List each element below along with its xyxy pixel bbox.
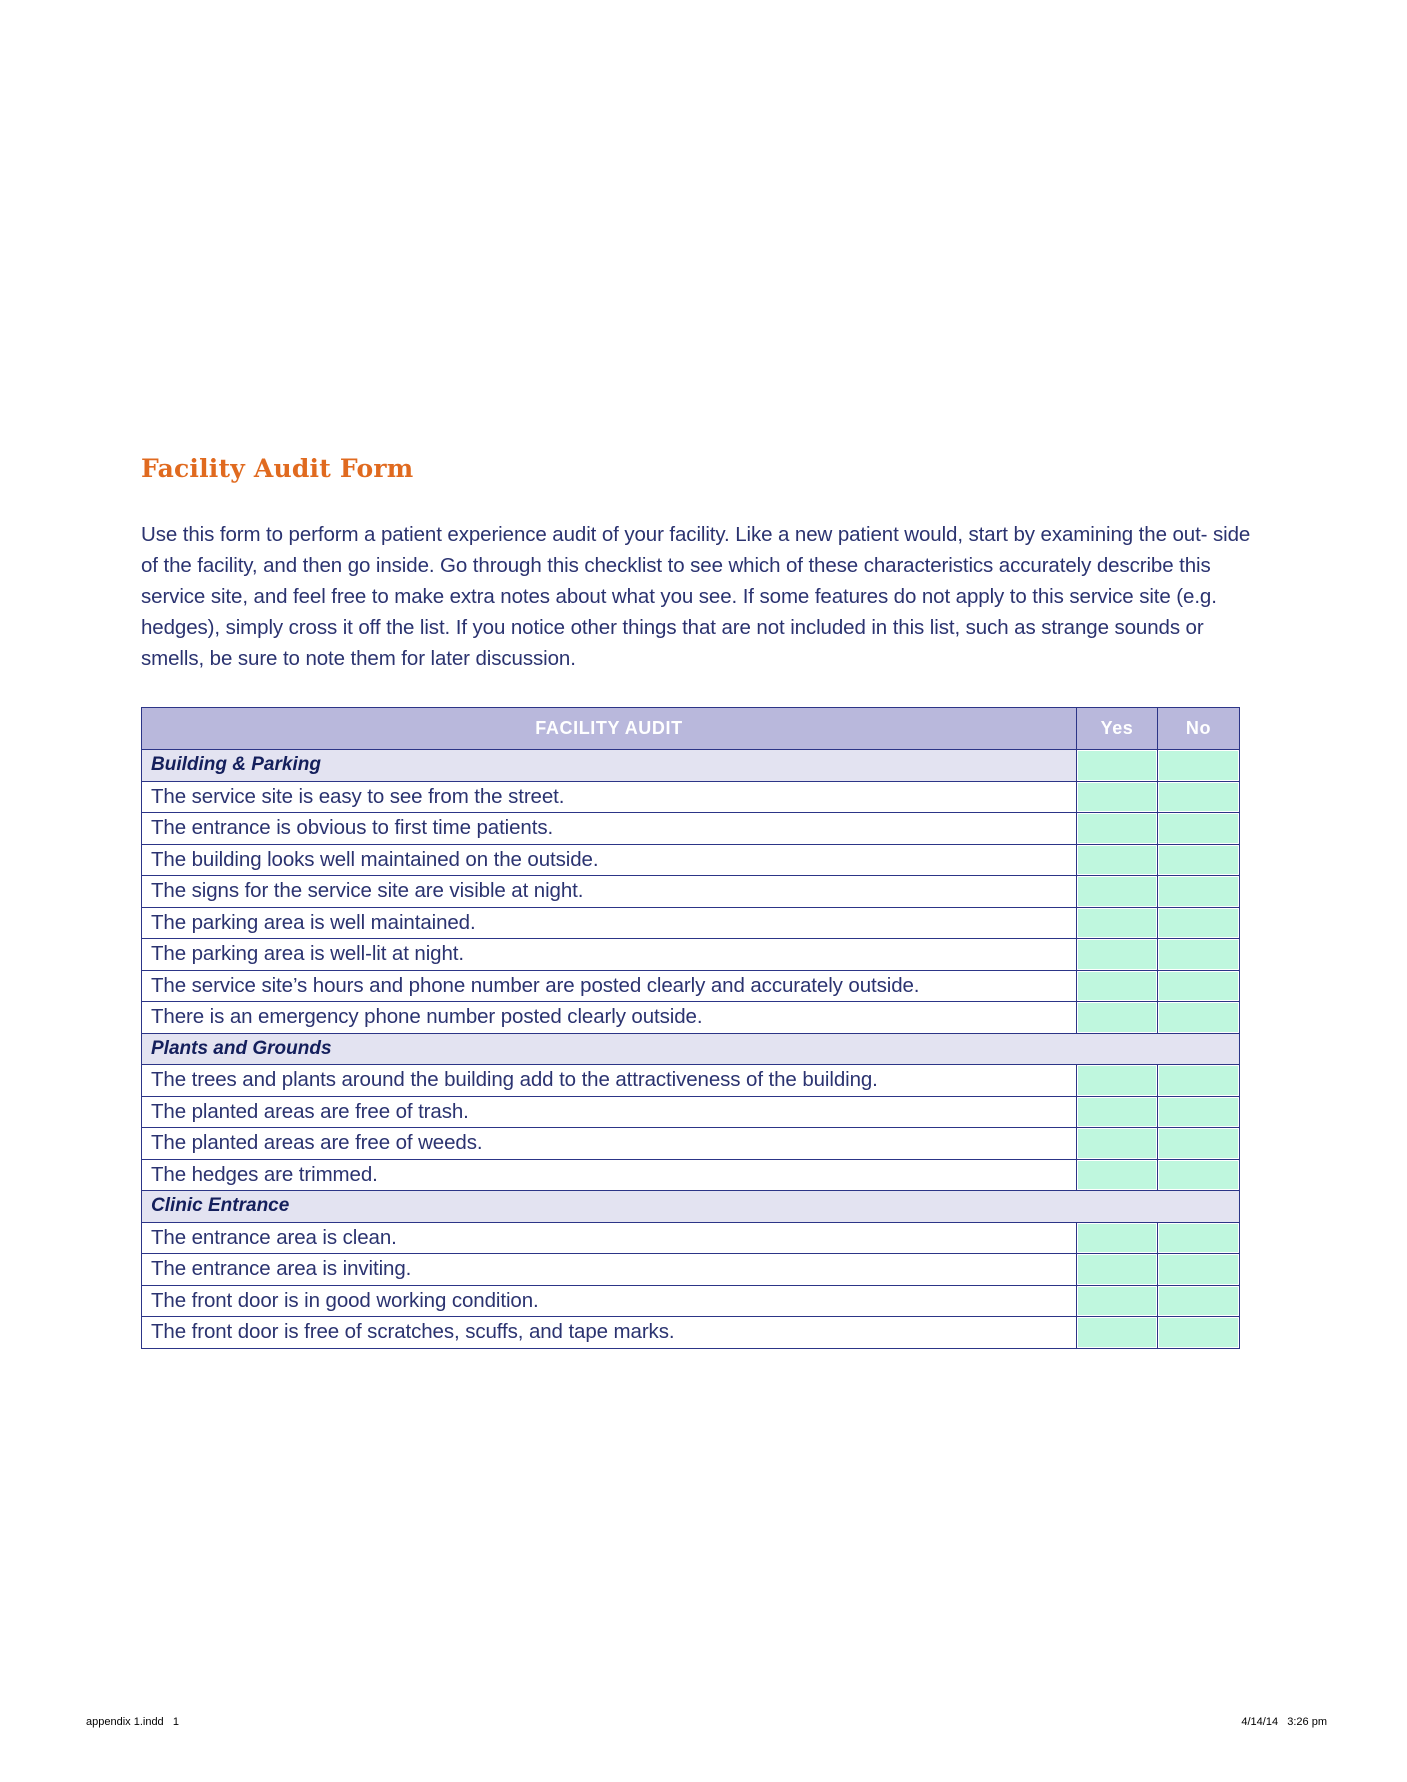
table-row: [142, 1285, 1240, 1317]
table-header-row: [142, 708, 1240, 750]
section-title: Clinic Entrance: [142, 1191, 1240, 1223]
audit-item: The service site’s hours and phone number are posted clearly and accurately outside.: [142, 970, 1077, 1002]
table-row: [142, 1002, 1240, 1034]
table-row: [142, 1065, 1240, 1097]
table-row: [142, 876, 1240, 908]
header-yes: Yes: [1077, 708, 1158, 750]
yes-checkbox[interactable]: [1077, 1159, 1158, 1191]
section-row: [142, 750, 1240, 782]
no-checkbox[interactable]: [1158, 1159, 1240, 1191]
no-checkbox[interactable]: [1158, 1128, 1240, 1160]
no-checkbox[interactable]: [1158, 781, 1240, 813]
header-facility-audit: FACILITY AUDIT: [142, 708, 1077, 750]
audit-item: The entrance area is clean.: [142, 1222, 1077, 1254]
table-row: [142, 907, 1240, 939]
table-row: [142, 813, 1240, 845]
no-checkbox[interactable]: [1158, 876, 1240, 908]
header-no: No: [1158, 708, 1240, 750]
yes-checkbox[interactable]: [1077, 1128, 1158, 1160]
section-title: Plants and Grounds: [142, 1033, 1240, 1065]
yes-checkbox[interactable]: [1077, 844, 1158, 876]
audit-item: The service site is easy to see from the street.: [142, 781, 1077, 813]
no-checkbox[interactable]: [1158, 1096, 1240, 1128]
yes-checkbox[interactable]: [1077, 750, 1158, 782]
table-row: [142, 1096, 1240, 1128]
yes-checkbox[interactable]: [1077, 970, 1158, 1002]
footer-file-label: appendix 1.indd 1: [86, 1716, 179, 1728]
table-row: [142, 781, 1240, 813]
audit-item: The parking area is well maintained.: [142, 907, 1077, 939]
form-instructions: Use this form to perform a patient experience audit of your facility. Like a new patient would, start by examining the out- side of the facility, and then go inside. Go through this checklist to see which of these characteristics accurately describe this service site, and feel free to make extra notes about what you see. If some features do not apply to this service site (e.g. hedges), simply cross it off the list. If you notice other things that are not included in this list, such as strange sounds or smells, be sure to note them for later discussion.: [141, 523, 1251, 670]
section-row: [142, 1191, 1240, 1223]
facility-audit-table: [141, 707, 1240, 1349]
audit-item: The planted areas are free of trash.: [142, 1096, 1077, 1128]
no-checkbox[interactable]: [1158, 813, 1240, 845]
audit-item: The parking area is well-lit at night.: [142, 939, 1077, 971]
audit-item: The building looks well maintained on the outside.: [142, 844, 1077, 876]
section-title: Building & Parking: [142, 750, 1077, 782]
yes-checkbox[interactable]: [1077, 939, 1158, 971]
audit-item: The entrance is obvious to first time patients.: [142, 813, 1077, 845]
no-checkbox[interactable]: [1158, 1285, 1240, 1317]
table-row: [142, 1254, 1240, 1286]
no-checkbox[interactable]: [1158, 1254, 1240, 1286]
section-row: [142, 1033, 1240, 1065]
no-checkbox[interactable]: [1158, 1222, 1240, 1254]
no-checkbox[interactable]: [1158, 1002, 1240, 1034]
no-checkbox[interactable]: [1158, 939, 1240, 971]
audit-item: The front door is in good working condition.: [142, 1285, 1077, 1317]
yes-checkbox[interactable]: [1077, 1254, 1158, 1286]
yes-checkbox[interactable]: [1077, 1285, 1158, 1317]
audit-item: The front door is free of scratches, scuffs, and tape marks.: [142, 1317, 1077, 1349]
yes-checkbox[interactable]: [1077, 1065, 1158, 1097]
footer-timestamp: 4/14/14 3:26 pm: [1241, 1716, 1327, 1728]
table-row: [142, 970, 1240, 1002]
yes-checkbox[interactable]: [1077, 1096, 1158, 1128]
yes-checkbox[interactable]: [1077, 907, 1158, 939]
audit-item: The hedges are trimmed.: [142, 1159, 1077, 1191]
audit-item: There is an emergency phone number posted clearly outside.: [142, 1002, 1077, 1034]
yes-checkbox[interactable]: [1077, 876, 1158, 908]
audit-item: The planted areas are free of weeds.: [142, 1128, 1077, 1160]
table-row: [142, 1222, 1240, 1254]
yes-checkbox[interactable]: [1077, 1002, 1158, 1034]
table-row: [142, 1128, 1240, 1160]
audit-item: The signs for the service site are visible at night.: [142, 876, 1077, 908]
table-row: [142, 1159, 1240, 1191]
no-checkbox[interactable]: [1158, 970, 1240, 1002]
audit-item: The entrance area is inviting.: [142, 1254, 1077, 1286]
table-row: [142, 1317, 1240, 1349]
form-title: Facility Audit Form: [141, 454, 414, 483]
no-checkbox[interactable]: [1158, 844, 1240, 876]
table-row: [142, 939, 1240, 971]
table-row: [142, 844, 1240, 876]
yes-checkbox[interactable]: [1077, 813, 1158, 845]
no-checkbox[interactable]: [1158, 750, 1240, 782]
yes-checkbox[interactable]: [1077, 1317, 1158, 1349]
audit-item: The trees and plants around the building add to the attractiveness of the building.: [142, 1065, 1077, 1097]
no-checkbox[interactable]: [1158, 1065, 1240, 1097]
no-checkbox[interactable]: [1158, 907, 1240, 939]
yes-checkbox[interactable]: [1077, 1222, 1158, 1254]
no-checkbox[interactable]: [1158, 1317, 1240, 1349]
yes-checkbox[interactable]: [1077, 781, 1158, 813]
